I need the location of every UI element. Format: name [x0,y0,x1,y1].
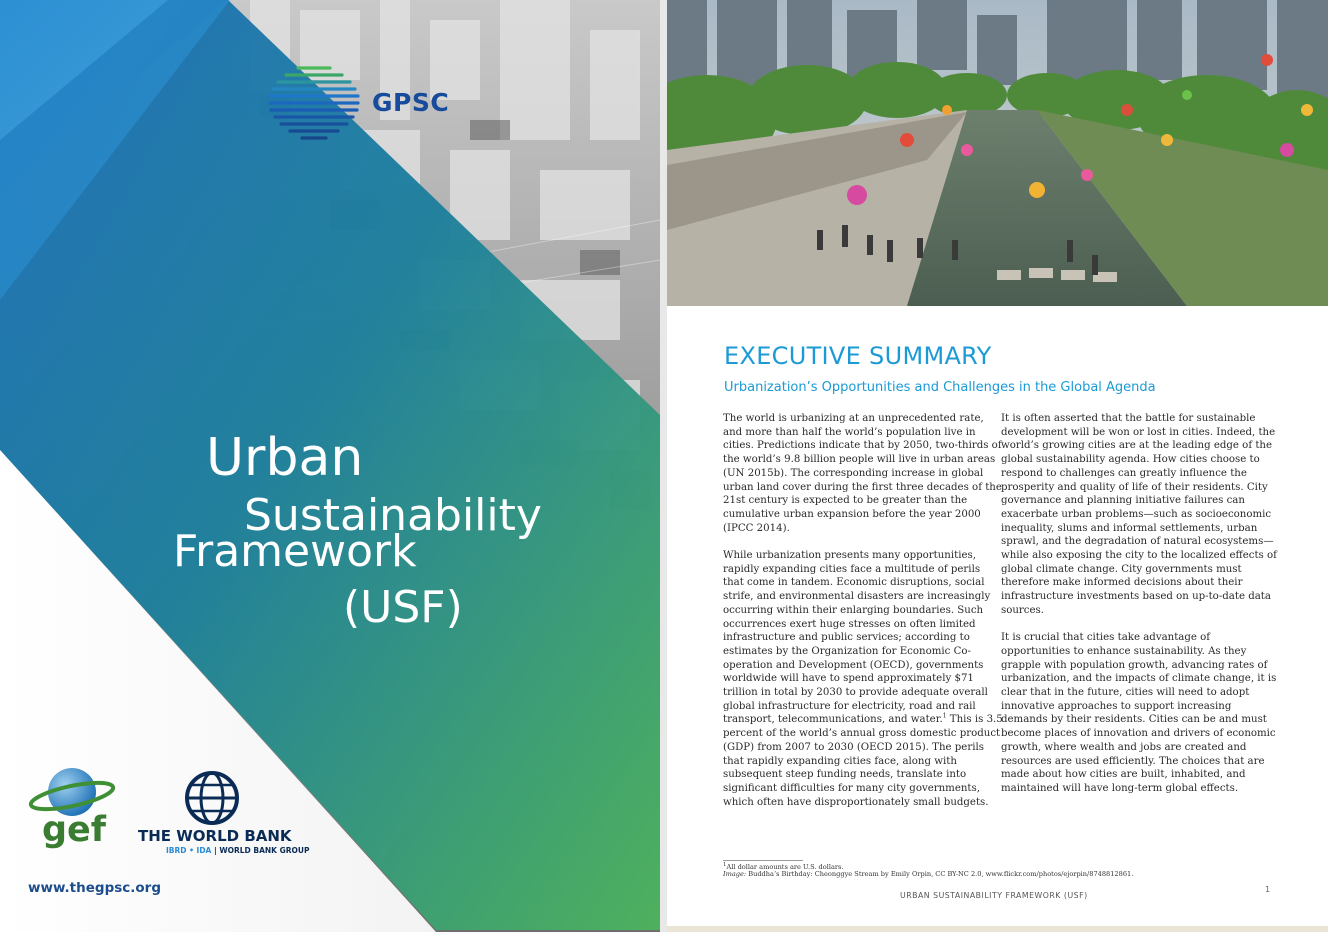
executive-summary-page [667,0,1328,932]
section-subtitle: Urbanization’s Opportunities and Challenges in the Global Agenda [724,380,1156,395]
paragraph: It is crucial that cities take advantage of opportunities to enhance sustainability. As they grapple with population growth, advancing rates of urbanization, and the impacts of climate change, it is clear that in the future, cities will need to adopt innovative approaches to support increasing demands by their residents. Cities can be and must become places of innovation and drivers of economic growth, where wealth and jobs are created and resources are used efficiently. The choices that are made about how cities are built, inhabited, and maintained will have long-term global effects. [1001,632,1277,794]
paragraph: The world is urbanizing at an unprecedented rate, and more than half the world’s population live in cities. Predictions indicate that by 2050, two-thirds of the world’s 9.8 billion people will live in urban areas (UN 2015b). The corresponding increase in global urban land cover during the first three decades of the 21st century is expected to be greater than the cumulative urban expansion before the year 2000 (IPCC 2014). [723,413,1002,534]
cover-title-line-3: Framework [173,526,417,577]
website-link[interactable]: www.thegpsc.org [28,880,161,896]
world-bank-group: WORLD BANK GROUP [219,846,310,855]
cover-title-line-4: (USF) [343,582,463,633]
world-bank-subline: IBRD • IDA | WORLD BANK GROUP [166,846,310,855]
page-bottom-edge [667,926,1328,932]
running-footer: URBAN SUSTAINABILITY FRAMEWORK (USF) [900,891,1088,900]
gef-wordmark: gef [42,810,107,850]
image-credit [723,870,1133,878]
report-cover [0,0,660,932]
text-column-left [723,412,1003,823]
gpsc-globe-icon [268,62,360,142]
gpsc-wordmark: GPSC [372,88,450,117]
world-bank-wordmark: THE WORLD BANK [138,827,292,845]
footnote-number: 1 [723,862,727,868]
world-bank-ibrd-ida: IBRD • IDA [166,846,212,855]
image-credit-text: Buddha’s Birthday: Cheonggye Stream by Emily Orpin, CC BY-NC 2.0, www.flickr.com/photos/ejorpin/8748812861. [746,870,1134,878]
gpsc-logo [268,62,468,146]
page-gutter [660,0,667,932]
page-number: 1 [1265,885,1271,894]
cover-title-line-1: Urban [206,428,364,488]
world-bank-globe-icon [184,770,240,826]
section-title: EXECUTIVE SUMMARY [724,342,992,370]
paragraph: It is often asserted that the battle for sustainable development will be won or lost in cities. Indeed, the world’s growing cities are at the leading edge of the global sustainability agenda. How cities choose to respond to challenges can greatly influence the prosperity and quality of life of their residents. City governance and planning initiative failures can exacerbate urban problems—such as socioeconomic inequality, slums and informal settlements, urban sprawl, and the degradation of natural ecosystems—while also exposing the city to the localized effects of global climate change. City governments must therefore make informed decisions about their infrastructure investments based on up-to-date data sources. [1001,413,1277,616]
world-bank-logo [138,770,310,866]
footnote-text: All dollar amounts are U.S. dollars. [726,863,844,872]
cheonggyecheon-stream-photo [667,0,1328,306]
footnote-ref[interactable]: 1 [942,713,947,721]
paragraph-text: This is 3.5 percent of the world’s annual gross domestic product (GDP) from 2007 to 2030 (OECD 2015). The perils that rapidly expanding cities face, along with subsequent steep funding needs, translate into significant difficulties for many city governments, which often have disproportionately small budgets. [723,714,1003,808]
image-credit-label: Image: [723,870,747,878]
paragraph-text: While urbanization presents many opportunities, rapidly expanding cities face a multitude of perils that come in tandem. Economic disruptions, social strife, and environmental disasters are increasingly occurring within their enlarging boundaries. Such occurrences exert huge stresses on often limited infrastructure and public services; according to estimates by the Organization for Economic Co-operation and Development (OECD), governments worldwide will have to spend approximately $71 trillion in total by 2030 to provide adequate overall global infrastructure for electricity, road and rail transport, telecommunications, and water. [723,550,991,726]
text-column-right [1001,412,1281,809]
cover-title-line-2: Sustainability [244,490,542,541]
footnote-divider [723,860,803,861]
paragraph [723,549,1003,809]
gef-logo [28,762,128,862]
